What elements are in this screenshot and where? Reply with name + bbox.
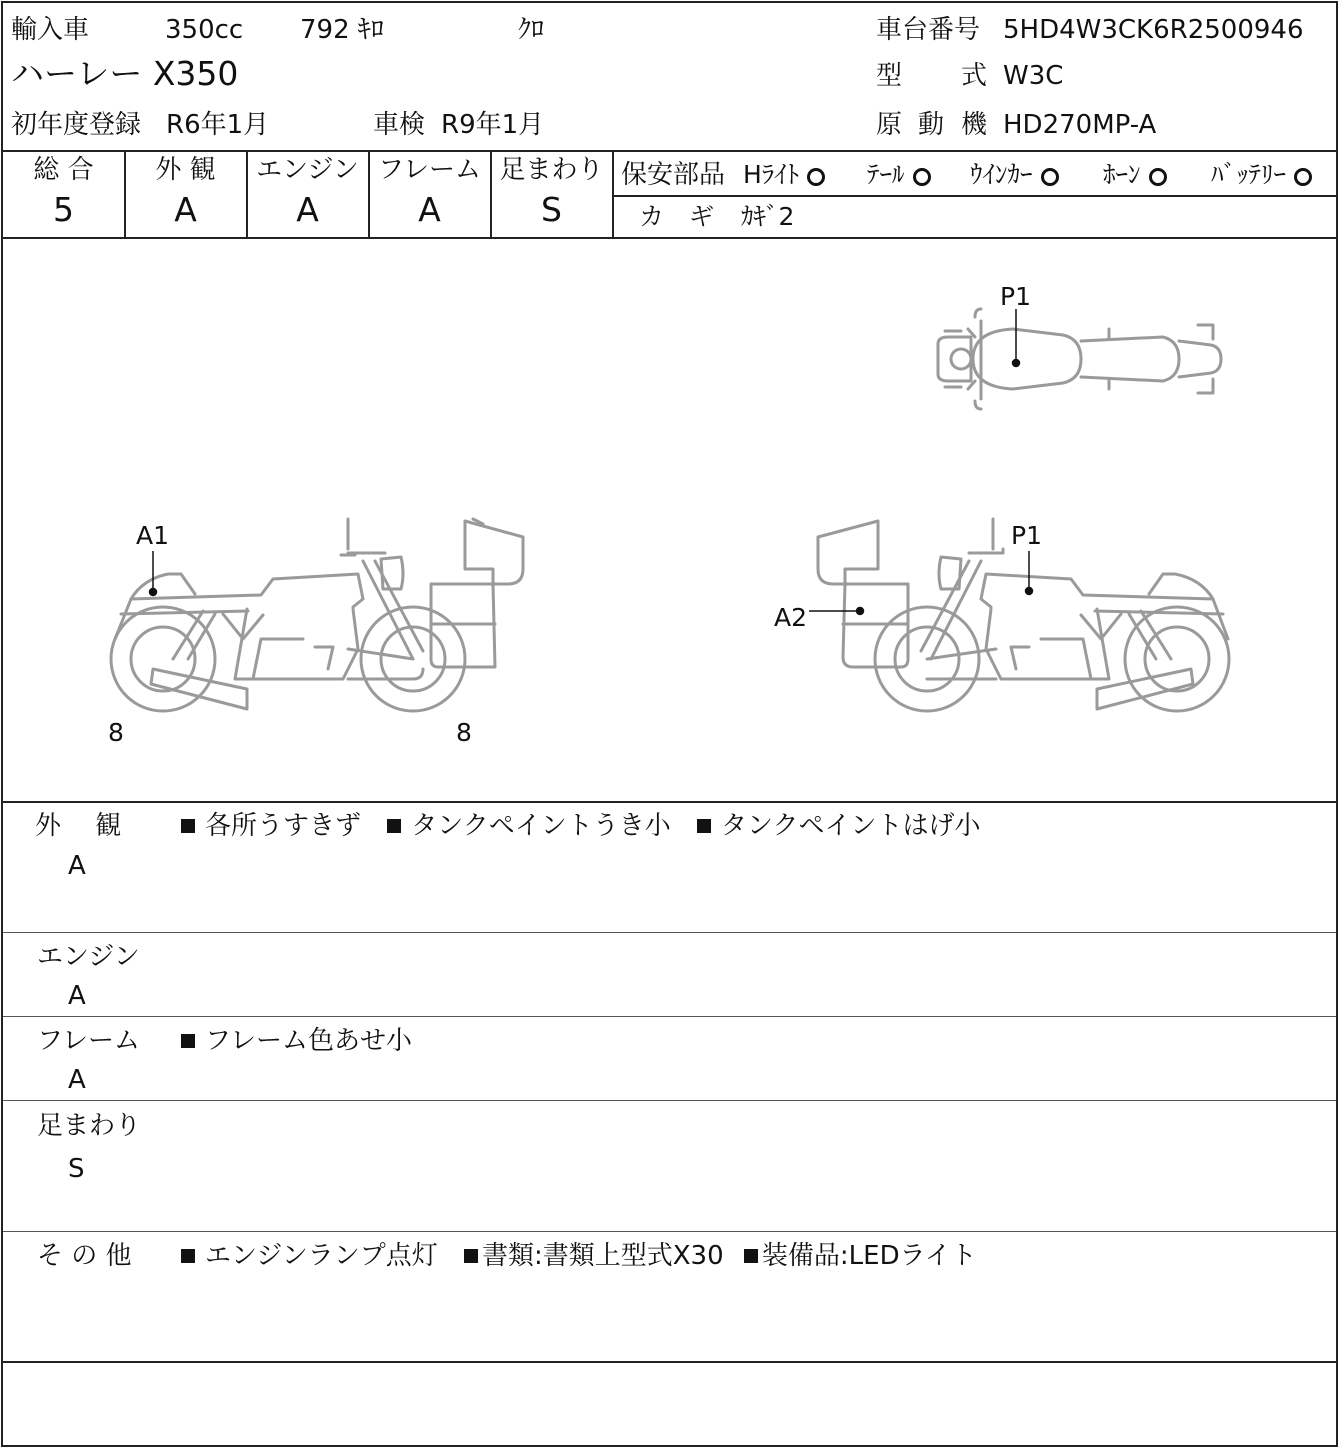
note-item: タンクペイントうき小: [387, 811, 670, 841]
note-item: フレーム色あせ小: [181, 1026, 412, 1056]
grade-suspension: [491, 155, 612, 229]
mark-left-rear-tire: 8: [456, 718, 472, 747]
note-grade-engine: A: [68, 981, 86, 1011]
first-registration-label: 初年度登録: [11, 110, 142, 140]
ok-circle-icon: [913, 168, 931, 186]
engine-label-1: 原: [876, 110, 903, 140]
motorcycle-left-side-icon: [111, 519, 523, 711]
grade-value: S: [541, 190, 562, 229]
frame-number-label: 車台番号: [876, 15, 981, 45]
square-bullet-icon: [181, 819, 195, 833]
grade-frame: [369, 155, 490, 229]
safety-item-headlight: Hﾗｲﾄ: [743, 160, 825, 190]
key-label: カ ギ: [639, 202, 715, 231]
motorcycle-top-view-icon: [938, 309, 1221, 409]
grade-label: エンジン: [256, 155, 359, 185]
damage-diagram: [3, 239, 1338, 801]
grade-value: 5: [53, 190, 74, 229]
model-label-2: 式: [961, 61, 988, 91]
maker-model: ハーレー X350: [11, 54, 239, 93]
note-item: タンクペイントはげ小: [697, 811, 980, 841]
mark-top-p1: P1: [1000, 282, 1031, 311]
divider: [3, 150, 1336, 152]
note-item: 装備品:LEDライト: [744, 1241, 977, 1271]
note-grade-exterior: A: [68, 851, 86, 881]
frame-number-value: 5HD4W3CK6R2500946: [1003, 15, 1304, 45]
note-grade-suspension: S: [68, 1154, 85, 1184]
grade-label: 足まわり: [499, 155, 604, 185]
note-items-frame: [181, 1026, 430, 1056]
grade-label: フレーム: [378, 155, 481, 185]
grade-engine: [247, 155, 368, 229]
color: ｸﾛ: [518, 15, 545, 45]
grade-label: 外 観: [155, 155, 216, 185]
note-items-other: [181, 1241, 995, 1271]
safety-item-winker: ｳｲﾝｶｰ: [970, 160, 1059, 190]
square-bullet-icon: [181, 1034, 195, 1048]
note-item: 書類:書類上型式X30: [464, 1241, 724, 1271]
note-label-engine: エンジン: [37, 942, 140, 972]
grade-value: A: [174, 190, 197, 229]
ok-circle-icon: [1149, 168, 1167, 186]
inspection-label: 車検: [373, 110, 426, 140]
note-item: 各所うすきず: [181, 811, 361, 841]
note-label-exterior: 外 観: [35, 811, 122, 841]
ok-circle-icon: [1294, 168, 1312, 186]
mark-left-a1: A1: [136, 521, 170, 550]
model-label-1: 型: [876, 61, 903, 91]
engine-label-3: 機: [961, 110, 988, 140]
grade-value: A: [418, 190, 441, 229]
first-registration-value: R6年1月: [166, 110, 270, 140]
grade-exterior: [125, 155, 246, 229]
model-value: W3C: [1003, 61, 1064, 91]
mark-right-a2: A2: [774, 603, 808, 632]
mileage: 792 ｷﾛ: [300, 15, 384, 45]
displacement: 350cc: [165, 15, 244, 45]
note-label-frame: フレーム: [37, 1026, 140, 1056]
safety-item-horn: ﾎｰﾝ: [1103, 160, 1167, 190]
grade-overall: [3, 155, 124, 229]
inspection-value: R9年1月: [441, 110, 545, 140]
grade-value: A: [296, 190, 319, 229]
engine-value: HD270MP-A: [1003, 110, 1157, 140]
mark-left-front-tire: 8: [108, 718, 124, 747]
note-item: エンジンランプ点灯: [181, 1241, 438, 1271]
safety-item-tail: ﾃｰﾙ: [867, 160, 931, 190]
square-bullet-icon: [464, 1249, 478, 1263]
import-label: 輸入車: [11, 15, 90, 45]
note-label-suspension: 足まわり: [37, 1111, 142, 1141]
square-bullet-icon: [181, 1249, 195, 1263]
engine-label-2: 動: [918, 110, 945, 140]
ok-circle-icon: [807, 168, 825, 186]
square-bullet-icon: [387, 819, 401, 833]
grade-label: 総 合: [33, 155, 94, 185]
mark-right-p1: P1: [1011, 521, 1042, 550]
safety-item-battery: ﾊﾞｯﾃﾘｰ: [1211, 160, 1312, 190]
note-grade-frame: A: [68, 1065, 86, 1095]
note-label-other: そ の 他: [37, 1241, 132, 1271]
note-items-exterior: [181, 811, 999, 841]
ok-circle-icon: [1041, 168, 1059, 186]
square-bullet-icon: [744, 1249, 758, 1263]
inspection-sheet: [1, 1, 1338, 1447]
square-bullet-icon: [697, 819, 711, 833]
safety-parts-label: 保安部品: [621, 160, 726, 190]
key-value: ｶｷﾞ2: [741, 202, 795, 231]
